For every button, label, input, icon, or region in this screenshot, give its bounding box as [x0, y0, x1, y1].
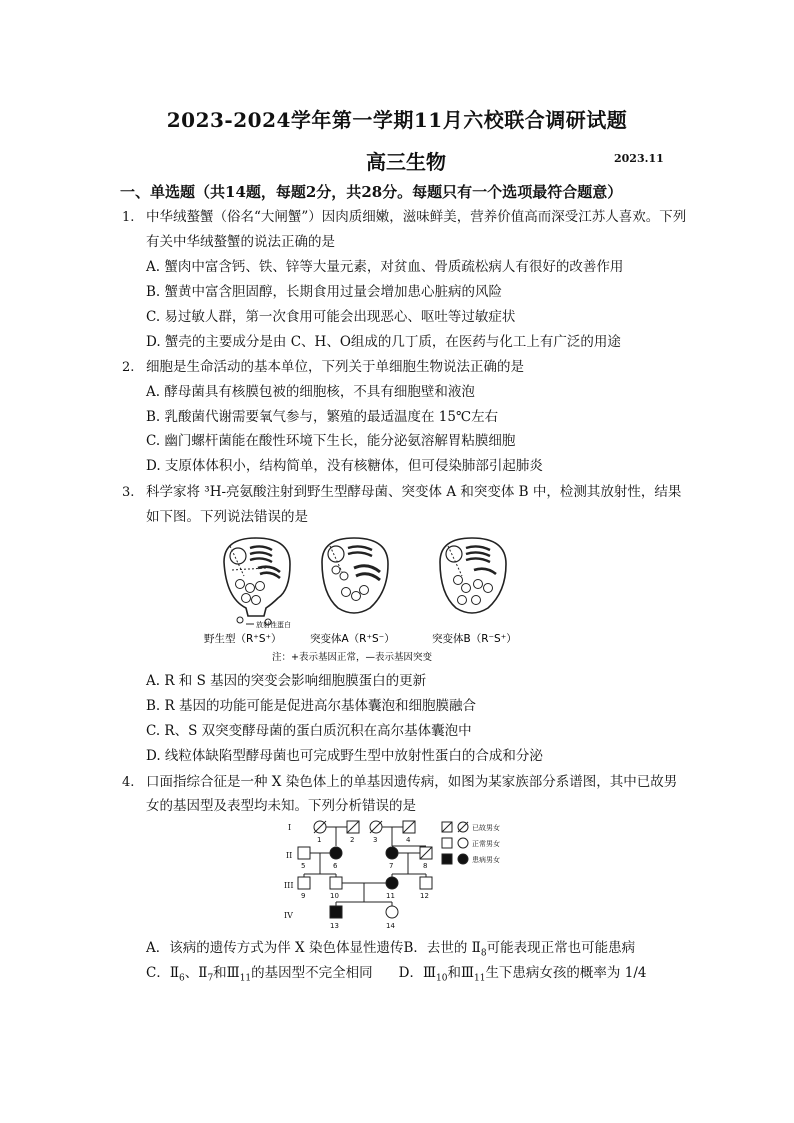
cell-label: 突变体B（R⁻S⁺）	[432, 633, 517, 645]
pedigree-id: 10	[330, 892, 339, 900]
answer-option: A. R 和 S 基因的突变会影响细胞膜蛋白的更新	[146, 673, 427, 689]
generation-label: IV	[284, 911, 293, 920]
mutant-a-cell	[310, 538, 395, 645]
answer-option: B. 蟹黄中富含胆固醇，长期食用过量会增加患心脏病的风险	[146, 284, 503, 300]
exam-subject: 高三生物	[366, 150, 446, 174]
pedigree-id: 8	[423, 862, 428, 870]
answer-option: B. 乳酸菌代谢需要氧气参与，繁殖的最适温度在 15℃左右	[146, 409, 499, 425]
pedigree-id: 3	[373, 836, 378, 844]
answer-option: B. R 基因的功能可能是促进高尔基体囊泡和细胞膜融合	[146, 698, 476, 714]
answer-option-row	[146, 964, 646, 988]
question-number: 2.	[122, 360, 135, 375]
question-stem: 科学家将 ³H-亮氨酸注射到野生型酵母菌、突变体 A 和突变体 B 中，检测其放射性，结果	[146, 484, 682, 500]
legend-label: 患病男女	[472, 856, 500, 864]
question-number: 4.	[122, 775, 135, 790]
yeast-secretion-figure	[196, 532, 532, 664]
question-stem: 女的基因型及表型均未知。下列分析错误的是	[146, 798, 416, 814]
answer-option: D. 线粒体缺陷型酵母菌也可完成野生型中放射性蛋白的合成和分泌	[146, 748, 543, 764]
answer-option-row	[146, 939, 635, 963]
question-stem: 口面指综合征是一种 X 染色体上的单基因遗传病，如图为某家族部分系谱图，其中已故男	[146, 774, 678, 790]
answer-option: B．去世的 $Ⅱ_8$可能表现正常也可能患病	[403, 940, 636, 959]
answer-option: A. 酵母菌具有核膜包被的细胞核，不具有细胞壁和液泡	[146, 384, 475, 400]
exam-title: 2023-2024学年第一学期11月六校联合调研试题	[166, 108, 628, 132]
pedigree-id: 12	[420, 892, 429, 900]
pedigree-id: 11	[386, 892, 395, 900]
section-heading: 一、单选题（共14题，每题2分，共28分。每题只有一个选项最符合题意）	[120, 183, 623, 201]
figure-note: 注：+表示基因正常，—表示基因突变	[272, 652, 432, 663]
cell-label: 野生型（R⁺S⁺）	[204, 633, 282, 645]
answer-option: A. 蟹肉中富含钙、铁、锌等大量元素，对贫血、骨质疏松病人有很好的改善作用	[146, 259, 624, 275]
question-number: 3.	[122, 485, 135, 500]
pedigree-id: 13	[330, 922, 339, 930]
pedigree-chart	[284, 818, 520, 938]
exam-date: 2023.11	[614, 152, 664, 165]
mutant-b-cell	[432, 538, 517, 645]
answer-option: C. 幽门螺杆菌能在酸性环境下生长，能分泌氨溶解胃粘膜细胞	[146, 433, 516, 449]
question-stem: 有关中华绒螯蟹的说法正确的是	[146, 234, 335, 250]
generation-label: II	[286, 851, 293, 860]
answer-option: D．$Ⅲ_{10}$和$Ⅲ_{11}$生下患病女孩的概率为 1/4	[398, 965, 647, 984]
answer-option: D. 支原体体积小，结构简单，没有核糖体，但可侵染肺部引起肺炎	[146, 458, 543, 474]
pointer-label: 放射性蛋白	[256, 621, 291, 629]
cell-label: 突变体A（R⁺S⁻）	[310, 633, 395, 645]
answer-option: A．该病的遗传方式为伴 X 染色体显性遗传	[146, 940, 404, 956]
question-stem: 中华绒螯蟹（俗名“大闸蟹”）因肉质细嫩，滋味鲜美，营养价值高而深受江苏人喜欢。下列	[146, 209, 687, 225]
pedigree-id: 14	[386, 922, 395, 930]
generation-label: I	[288, 823, 292, 832]
answer-option: C．$Ⅱ_6$、$Ⅱ_7$和$Ⅲ_{11}$的基因型不完全相同	[146, 965, 373, 984]
legend-label: 正常男女	[472, 840, 500, 848]
question-stem: 细胞是生命活动的基本单位，下列关于单细胞生物说法正确的是	[146, 359, 524, 375]
legend-label: 已故男女	[472, 824, 500, 832]
question-stem: 如下图。下列说法错误的是	[146, 509, 308, 525]
answer-option: C. 易过敏人群，第一次食用可能会出现恶心、呕吐等过敏症状	[146, 309, 516, 325]
pedigree-id: 2	[350, 836, 355, 844]
pedigree-id: 4	[406, 836, 411, 844]
pedigree-id: 1	[317, 836, 322, 844]
answer-option: D. 蟹壳的主要成分是由 C、H、O组成的几丁质，在医药与化工上有广泛的用途	[146, 334, 621, 350]
pedigree-id: 5	[301, 862, 306, 870]
generation-label: III	[284, 881, 294, 890]
answer-option: C. R、S 双突变酵母菌的蛋白质沉积在高尔基体囊泡中	[146, 723, 472, 739]
question-number: 1.	[122, 210, 135, 225]
wild-type-cell	[204, 538, 291, 645]
pedigree-id: 6	[333, 862, 338, 870]
pedigree-id: 7	[389, 862, 394, 870]
pedigree-id: 9	[301, 892, 306, 900]
